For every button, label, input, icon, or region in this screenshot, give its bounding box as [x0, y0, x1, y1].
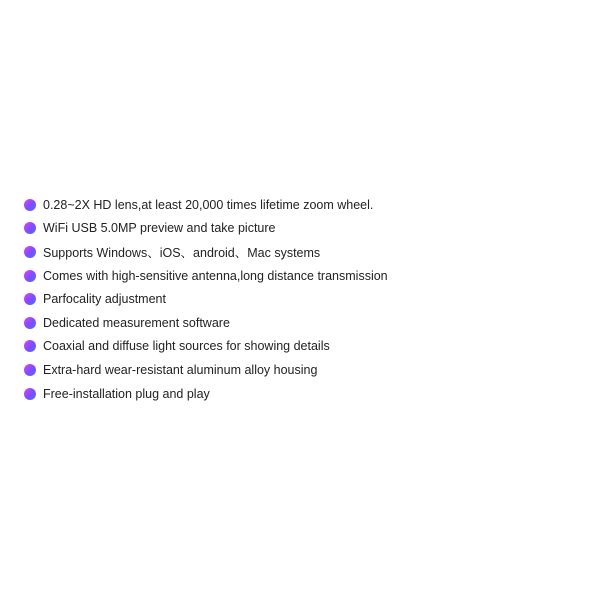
feature-text: Extra-hard wear-resistant aluminum alloy housing	[43, 362, 318, 377]
feature-text: Comes with high-sensitive antenna,long distance transmission	[43, 268, 388, 283]
bullet-dot-icon	[24, 340, 36, 352]
feature-text: Free-installation plug and play	[43, 386, 210, 401]
bullet-dot-icon	[24, 222, 36, 234]
bullet-dot-icon	[24, 388, 36, 400]
list-item	[24, 193, 388, 217]
bullet-dot-icon	[24, 317, 36, 329]
bullet-dot-icon	[24, 199, 36, 211]
list-item	[24, 335, 388, 359]
list-item	[24, 240, 388, 264]
list-item	[24, 287, 388, 311]
feature-text: Dedicated measurement software	[43, 315, 230, 330]
list-item	[24, 217, 388, 241]
bullet-dot-icon	[24, 364, 36, 376]
bullet-dot-icon	[24, 246, 36, 258]
feature-text: WiFi USB 5.0MP preview and take picture	[43, 221, 276, 236]
feature-text: Supports Windows、iOS、android、Mac systems	[43, 245, 321, 260]
list-item	[24, 311, 388, 335]
feature-text: Coaxial and diffuse light sources for showing details	[43, 339, 330, 354]
list-item	[24, 382, 388, 406]
feature-text: Parfocality adjustment	[43, 292, 166, 307]
bullet-dot-icon	[24, 270, 36, 282]
bullet-dot-icon	[24, 293, 36, 305]
feature-list	[24, 193, 388, 405]
feature-text: 0.28~2X HD lens,at least 20,000 times lifetime zoom wheel.	[43, 197, 374, 212]
list-item	[24, 358, 388, 382]
list-item	[24, 264, 388, 288]
